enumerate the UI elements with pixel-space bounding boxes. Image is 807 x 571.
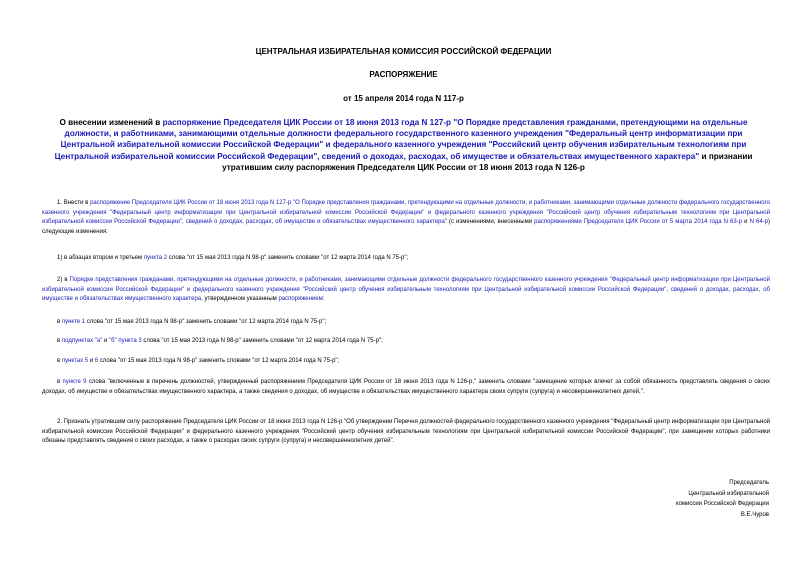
link-punkt-1[interactable]: пункте 1 (61, 319, 86, 325)
text: 1) в абзацах втором и третьем (57, 255, 144, 261)
text: и (88, 358, 95, 364)
link-podpunkt-a[interactable]: подпунктах "а" (61, 338, 103, 344)
signature-org-line-1: Центральной избирательной (688, 490, 769, 497)
text: ) следующие изменения: (42, 219, 770, 235)
doc-date: от 15 апреля 2014 года N 117-р (343, 94, 464, 103)
link-order-127[interactable]: распоряжение Председателя ЦИК России от 18 июня 2013 года N 127-р "О Порядке представления гражданами, претендующими на отдельные должности, и работниками, занимающими отдельные должности федерального государственного казенного учреждения "Федеральный центр информатизации при Центральной избирательной комиссии Российской Федерации" и федерального казенного учреждения "Российский центр обучения избирательным технологиям при Центральной избирательной комиссии Российской Федерации", сведений о доходах, расходах, об имуществе и обязательствах имущественного характера" (42, 200, 770, 225)
text: в (57, 319, 62, 325)
link-punkt-5[interactable]: пунктах 5 (61, 358, 89, 364)
text: 2) в (57, 277, 70, 283)
text: слова "от 15 мая 2013 года N 98-р" заменить словами "от 12 марта 2014 года N 75-р"; (85, 319, 327, 325)
text: : (322, 296, 325, 302)
link-poryadok[interactable]: Порядке представления гражданами, претендующими на отдельные должности, и работниками, занимающими отдельные должности федерального государственного казенного учреждения "Федеральный центр информатизации при Центральной избирательной комиссии Российской Федерации" и федерального казенного учреждения "Российский центр обучения избирательным технологиям при Центральной избирательной комиссии Российской Федерации", сведений о доходах, расходах, об имуществе и обязательствах имущественного характера (42, 277, 770, 302)
paragraph-1 (42, 199, 770, 237)
text: и (742, 219, 750, 225)
text: , утвержденном указанным (201, 296, 279, 302)
link-punkt-2[interactable]: пункта 2 (143, 255, 168, 261)
signature-org-line-2: комиссии Российской Федерации (675, 501, 769, 507)
link-podpunkt-b[interactable]: "б" пункта 3 (109, 338, 142, 344)
text: слова "от 15 мая 2013 года N 98-р" заменить словами "от 12 марта 2014 года N 75-р"; (167, 255, 409, 261)
text: слова "включенные в перечень должностей, утвержденный распоряжением Председателя ЦИК России от 18 июня 2013 года N 126-р," заменить словами "замещение которых влечет за собой обязанность представлять сведения о своих доходах, об имуществе и обязательствах имущественного характера, а также сведения о доходах, об имуществе и обязательствах имущественного характера своих супруги (супруга) и несовершеннолетних детей,". (42, 379, 771, 395)
paragraph-5 (42, 337, 770, 347)
text: и (102, 338, 110, 344)
link-orders-63[interactable]: распоряжениями Председателя ЦИК России от 5 марта 2014 года N 63-р (534, 219, 743, 225)
signature-position: Председатель (729, 480, 769, 486)
link-punkt-9[interactable]: пункте 9 (62, 379, 87, 385)
text: слова "от 15 мая 2013 года N 98-р" заменить словами "от 12 марта 2014 года N 75-р"; (98, 358, 340, 364)
text: в (57, 379, 63, 385)
signature-block (676, 478, 769, 520)
doc-type-heading: РАСПОРЯЖЕНИЕ (369, 70, 438, 79)
link-order-64[interactable]: N 64-р (749, 219, 768, 225)
text: 1. Внести в (57, 200, 91, 206)
link-punkt-6[interactable]: 6 (94, 358, 99, 364)
title-text-end: и признании утратившим силу распоряжения Председателя ЦИК России от 18 июня 2013 года N 126-р (222, 151, 753, 172)
document-title (42, 117, 765, 173)
paragraph-8: 2. Признать утратившим силу распоряжение Председателя ЦИК России от 18 июня 2013 года N 126-р "Об утверждении Перечня должностей федерального государственного казенного учреждения "Федеральный центр информатизации при Центральной избирательной комиссии Российской Федерации" и федерального казенного учреждения "Российский центр обучения избирательным технологиям при Центральной избирательной комиссии Российской Федерации", при замещении которых работники обязаны представлять сведения о своих расходах, а также о расходах своих супруги (супруга) и несовершеннолетних детей". (42, 419, 771, 444)
title-link-order-127[interactable]: распоряжение Председателя ЦИК России от 18 июня 2013 года N 127-р "О Порядке представления гражданами, претендующими на отдельные должности, и работниками, занимающими отдельные должности федерального государственного казенного учреждения "Федеральный центр информатизации при Центральной избирательной комиссии Российской Федерации" и федерального казенного учреждения "Российский центр обучения избирательным технологиям при Центральной избирательной комиссии Российской Федерации", сведений о доходах, расходах, об имуществе и обязательствах имущественного характера" (54, 118, 748, 161)
paragraph-6 (42, 357, 770, 367)
text: (с изменениями, внесенными (446, 219, 535, 225)
title-text: О внесении изменений в (59, 118, 163, 127)
paragraph-2 (42, 254, 770, 264)
paragraph-3 (42, 276, 770, 305)
org-heading: ЦЕНТРАЛЬНАЯ ИЗБИРАТЕЛЬНАЯ КОМИССИЯ РОССИЙСКОЙ ФЕДЕРАЦИИ (255, 47, 552, 56)
text: слова "от 15 мая 2013 года N 98-р" заменить словами "от 12 марта 2014 года N 75-р"; (141, 338, 383, 344)
text: в (57, 358, 62, 364)
paragraph-4 (42, 318, 770, 328)
text: в (57, 338, 62, 344)
signature-name: В.Е.Чуров (740, 511, 769, 518)
paragraph-7 (42, 378, 770, 397)
link-rasporyazheniem[interactable]: распоряжением (278, 296, 323, 302)
